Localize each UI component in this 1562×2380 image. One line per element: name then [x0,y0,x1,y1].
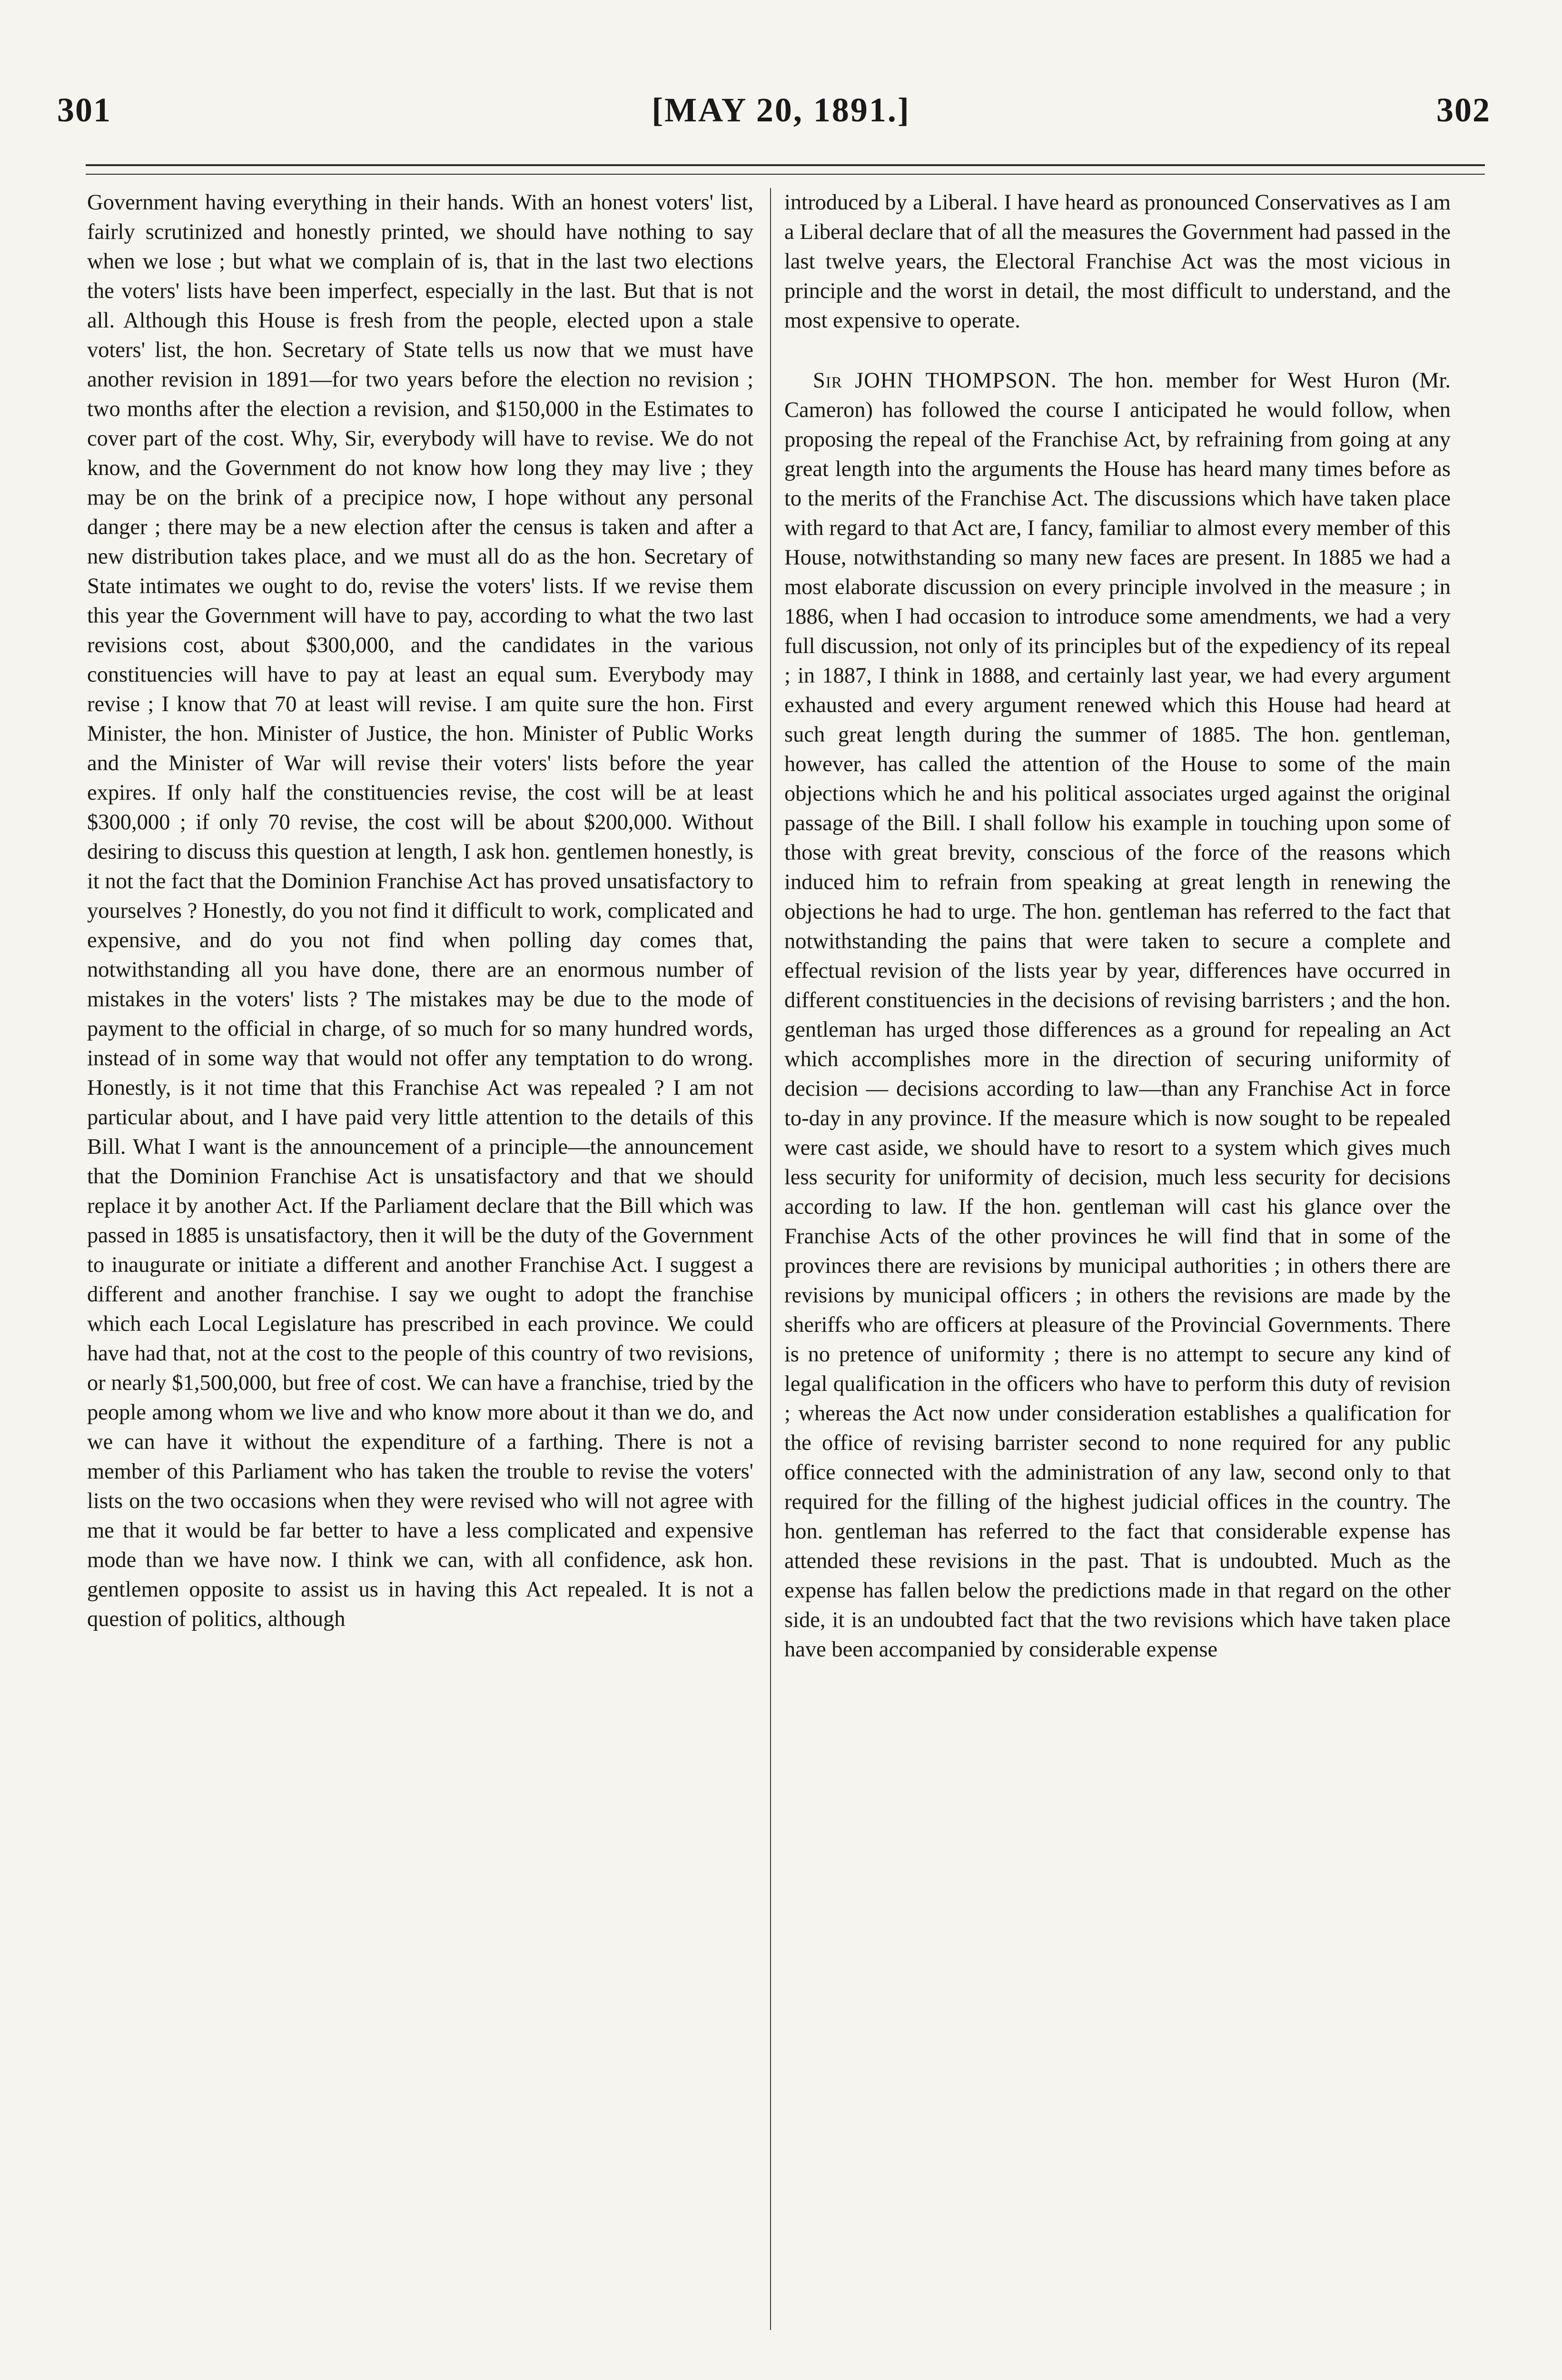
header-rule-thin [86,174,1485,175]
speaker-name: Sir JOHN THOMPSON. [813,368,1057,393]
page-date: [MAY 20, 1891.] [652,91,910,129]
header-rule [86,164,1485,166]
left-column [87,188,753,1634]
right-column-continuation: introduced by a Liberal. I have heard as pronounced Conservatives as I am a Liberal declare that of all the measures the Government had passed in the last twelve years, the Electoral Franchise Act was the most vicious in principle and the worst in detail, the most difficult to understand, and the most expensive to operate. [784,190,1451,333]
left-column-text: Government having everything in their hands. With an honest voters' list, fairly scrutinized and honestly printed, we should have nothing to say when we lose ; but what we complain of is, that in the last two elections the voters' lists have been imperfect, especially in the last. But that is not all. Although this House is fresh from the people, elected upon a stale voters' list, the hon. Secretary of State tells us now that we must have another revision in 1891—for two years before the election no revision ; two months after the election a revision, and $150,000 in the Estimates to cover part of the cost. Why, Sir, everybody will have to revise. We do not know, and the Government do not know how long they may live ; they may be on the brink of a precipice now, I hope without any personal danger ; there may be a new election after the census is taken and after a new distribution takes place, and we must all do as the hon. Secretary of State intimates we ought to do, revise the voters' lists. If we revise them this year the Government will have to pay, according to what the two last revisions cost, about $300,000, and the candidates in the various constituencies will have to pay at least an equal sum. Everybody may revise ; I know that 70 at least will revise. I am quite sure the hon. First Minister, the hon. Minister of Justice, the hon. Minister of Public Works and the Minister of War will revise their voters' lists before the year expires. If only half the constituencies revise, the cost will be at least $300,000 ; if only 70 revise, the cost will be about $200,000. Without desiring to discuss this question at length, I ask hon. gentlemen honestly, is it not the fact that the Dominion Franchise Act has proved unsatisfactory to yourselves ? Honestly, do you not find it difficult to work, complicated and expensive, and do you not find when polling day comes that, notwithstanding all you have done, there are an enormous number of mistakes in the voters' lists ? The mistakes may be due to the mode of payment to the official in charge, of so much for so many hundred words, instead of in some way that would not offer any temptation to do wrong. Honestly, is it not time that this Franchise Act was repealed ? I am not particular about, and I have paid very little attention to the details of this Bill. What I want is the announcement of a principle—the announcement that the Dominion Franchise Act is unsatisfactory and that we should replace it by another Act. If the Parliament declare that the Bill which was passed in 1885 is unsatisfactory, then it will be the duty of the Government to inaugurate or initiate a different and another Franchise Act. I suggest a different and another franchise. I say we ought to adopt the franchise which each Local Legislature has prescribed in each province. We could have had that, not at the cost to the people of this country of two revisions, or nearly $1,500,000, but free of cost. We can have a franchise, tried by the people among whom we live and who know more about it than we do, and we can have it without the expenditure of a farthing. There is not a member of this Parliament who has taken the trouble to revise the voters' lists on the two occasions when they were revised who will not agree with me that it would be far better to have a less complicated and expensive mode than we have now. I think we can, with all confidence, ask hon. gentlemen opposite to assist us in having this Act repealed. It is not a question of politics, although [87,190,753,1631]
left-page-number: 301 [57,91,111,129]
right-page-number: 302 [1436,91,1491,129]
right-column [784,188,1451,1665]
column-divider [770,188,771,2330]
page-header [0,71,1562,133]
speech-paragraph [784,366,1451,1665]
speech-text: The hon. member for West Huron (Mr. Cameron) has followed the course I anticipated he would follow, when proposing the repeal of the Franchise Act, by refraining from going at any great length into the arguments the House has heard many times before as to the merits of the Franchise Act. The discussions which have taken place with regard to that Act are, I fancy, familiar to almost every member of this House, notwithstanding so many new faces are present. In 1885 we had a most elaborate discussion on every principle involved in the measure ; in 1886, when I had occasion to introduce some amendments, we had a very full discussion, not only of its principles but of the expediency of its repeal ; in 1887, I think in 1888, and certainly last year, we had every argument exhausted and every argument renewed which this House had heard at such great length during the summer of 1885. The hon. gentleman, however, has called the attention of the House to some of the main objections which he and his political associates urged against the original passage of the Bill. I shall follow his example in touching upon some of those with great brevity, conscious of the force of the reasons which induced him to refrain from speaking at great length in renewing the objections he had to urge. The hon. gentleman has referred to the fact that notwithstanding the pains that were taken to secure a complete and effectual revision of the lists year by year, differences have occurred in different constituencies in the decisions of revising barristers ; and the hon. gentleman has urged those differences as a ground for repealing an Act which accomplishes more in the direction of securing uniformity of decision — decisions according to law—than any Franchise Act in force to-day in any province. If the measure which is now sought to be repealed were cast aside, we should have to resort to a system which gives much less security for uniformity of decision, much less security for decisions according to law. If the hon. gentleman will cast his glance over the Franchise Acts of the other provinces he will find that in some of the provinces there are revisions by municipal authorities ; in others there are revisions by municipal officers ; in others the revisions are made by the sheriffs who are officers at pleasure of the Provincial Governments. There is no pretence of uniformity ; there is no attempt to secure any kind of legal qualification in the officers who have to perform this duty of revision ; whereas the Act now under consideration establishes a qualification for the office of revising barrister second to none required for any public office connected with the administration of any law, second only to that required for the filling of the highest judicial offices in the country. The hon. gentleman has referred to the fact that considerable expense has attended these revisions in the past. That is undoubted. Much as the expense has fallen below the predictions made in that regard on the other side, it is an undoubted fact that the two revisions which have taken place have been accompanied by considerable expense [784,368,1451,1662]
